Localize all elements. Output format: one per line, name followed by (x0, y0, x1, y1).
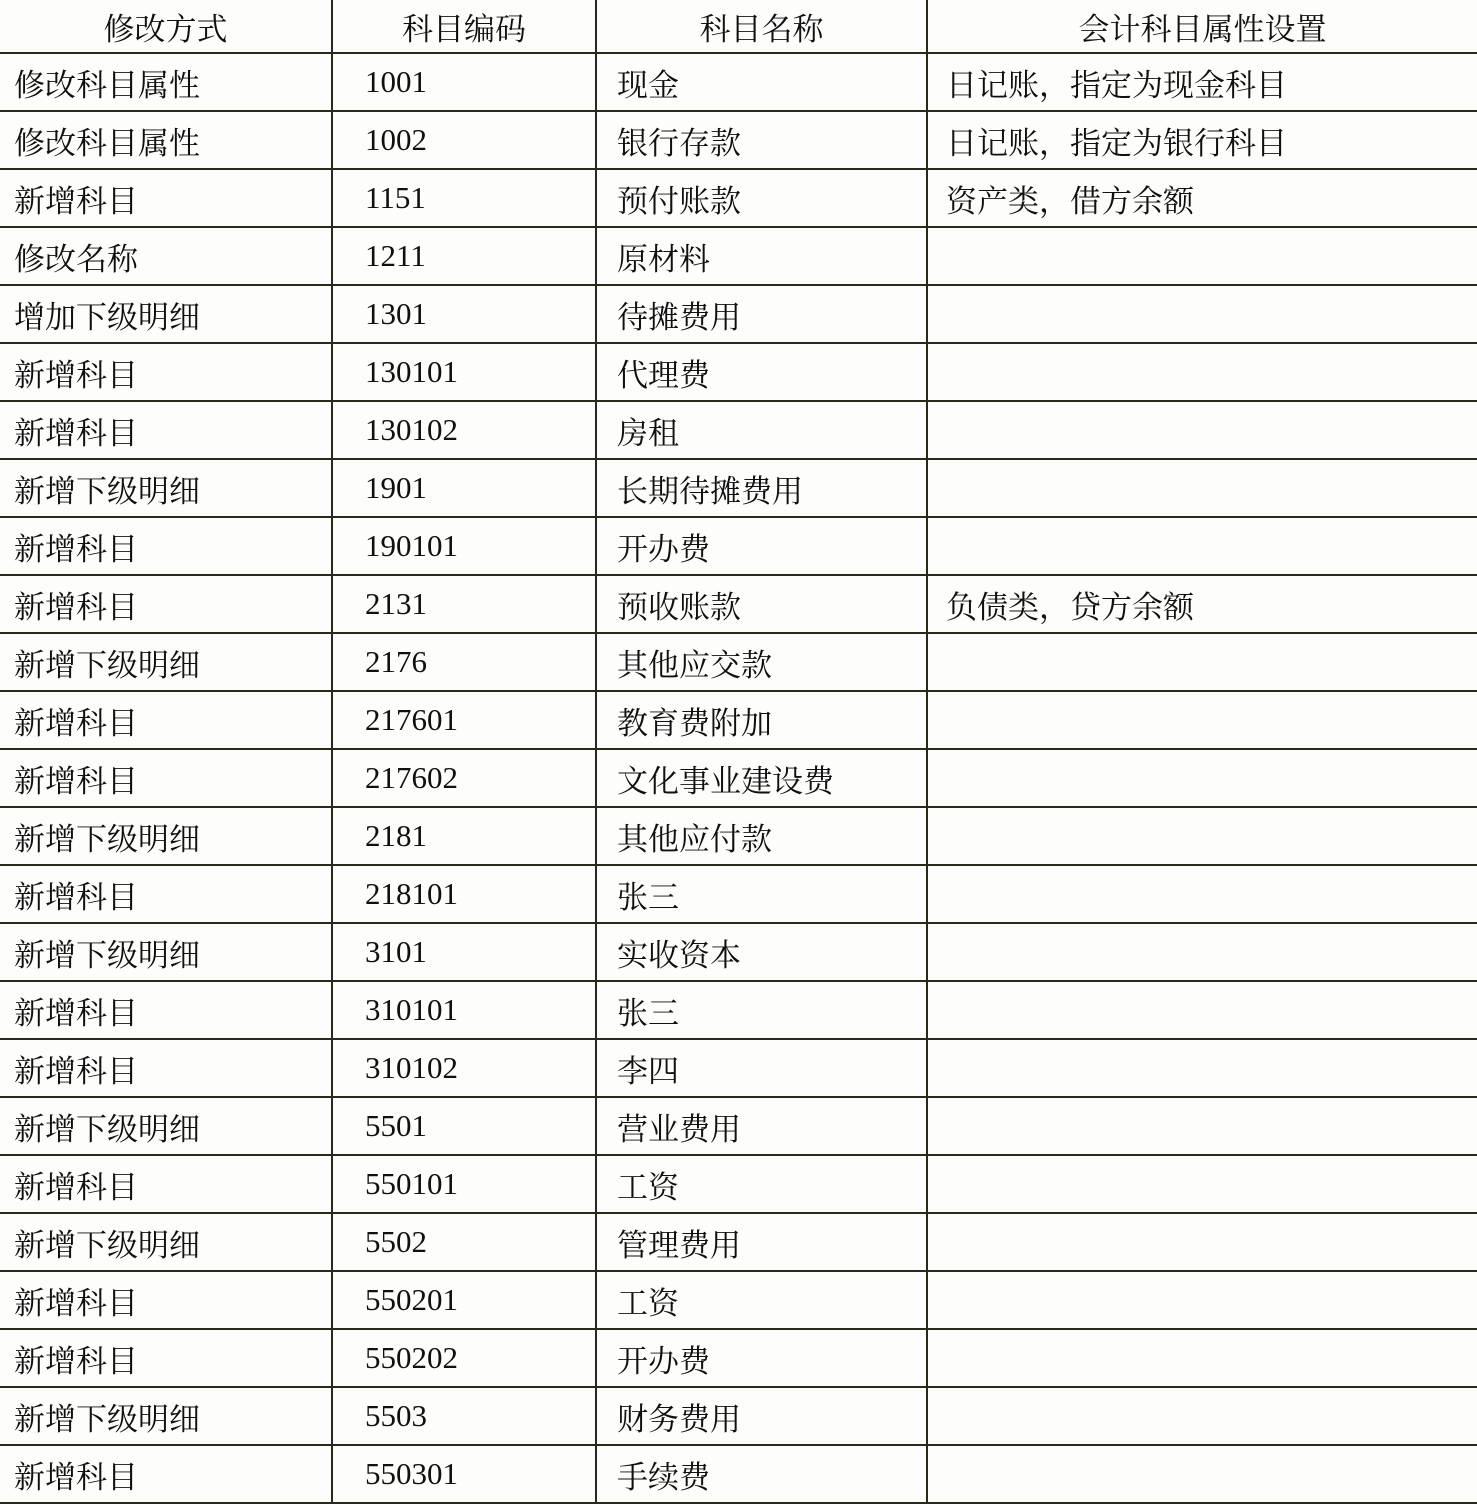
table-cell: 新增科目 (0, 981, 332, 1039)
table-row (0, 53, 1477, 111)
table-cell: 现金 (596, 53, 927, 111)
table-cell: 开办费 (596, 517, 927, 575)
table-cell (927, 749, 1477, 807)
table-cell (927, 981, 1477, 1039)
table-cell: 修改名称 (0, 227, 332, 285)
table-cell: 李四 (596, 1039, 927, 1097)
table-row (0, 865, 1477, 923)
table-cell: 代理费 (596, 343, 927, 401)
table-cell: 新增科目 (0, 749, 332, 807)
table-cell: 张三 (596, 865, 927, 923)
table-row (0, 1387, 1477, 1445)
table-row (0, 517, 1477, 575)
table-cell (927, 691, 1477, 749)
table-row (0, 285, 1477, 343)
table-cell: 工资 (596, 1271, 927, 1329)
table-cell (927, 865, 1477, 923)
table-cell (927, 1387, 1477, 1445)
table-cell: 修改科目属性 (0, 111, 332, 169)
table-cell: 550301 (332, 1445, 596, 1503)
table-cell: 其他应付款 (596, 807, 927, 865)
table-cell: 310102 (332, 1039, 596, 1097)
table-cell (927, 1097, 1477, 1155)
table-cell: 资产类，借方余额 (927, 169, 1477, 227)
table-row (0, 169, 1477, 227)
table-cell: 新增下级明细 (0, 1213, 332, 1271)
table-cell: 550101 (332, 1155, 596, 1213)
table-cell: 190101 (332, 517, 596, 575)
table-cell: 310101 (332, 981, 596, 1039)
table-cell: 1211 (332, 227, 596, 285)
table-cell (927, 1445, 1477, 1503)
column-header-subject-name: 科目名称 (596, 0, 927, 53)
table-cell: 日记账，指定为现金科目 (927, 53, 1477, 111)
table-cell: 新增科目 (0, 691, 332, 749)
table-row (0, 575, 1477, 633)
table-row (0, 111, 1477, 169)
table-row (0, 807, 1477, 865)
table-cell (927, 517, 1477, 575)
table-cell: 218101 (332, 865, 596, 923)
table-row (0, 923, 1477, 981)
table-body (0, 53, 1477, 1503)
table-row (0, 1039, 1477, 1097)
table-row (0, 343, 1477, 401)
table-row (0, 1445, 1477, 1503)
table-cell (927, 343, 1477, 401)
table-cell (927, 285, 1477, 343)
table-cell: 文化事业建设费 (596, 749, 927, 807)
table-cell: 负债类，贷方余额 (927, 575, 1477, 633)
table-cell: 其他应交款 (596, 633, 927, 691)
table-cell: 新增科目 (0, 401, 332, 459)
table-cell: 财务费用 (596, 1387, 927, 1445)
table-cell: 2181 (332, 807, 596, 865)
table-cell: 新增科目 (0, 1039, 332, 1097)
table-cell: 5502 (332, 1213, 596, 1271)
table-row (0, 227, 1477, 285)
table-cell: 新增科目 (0, 169, 332, 227)
table-cell (927, 1213, 1477, 1271)
table-cell: 2176 (332, 633, 596, 691)
table-cell: 新增科目 (0, 1329, 332, 1387)
table-row (0, 1155, 1477, 1213)
table-cell: 管理费用 (596, 1213, 927, 1271)
table-cell: 217601 (332, 691, 596, 749)
table-cell: 新增科目 (0, 865, 332, 923)
table-cell: 实收资本 (596, 923, 927, 981)
table-cell: 550202 (332, 1329, 596, 1387)
table-cell: 开办费 (596, 1329, 927, 1387)
table-row (0, 749, 1477, 807)
table-row (0, 691, 1477, 749)
table-cell (927, 459, 1477, 517)
table-cell: 217602 (332, 749, 596, 807)
table-cell: 银行存款 (596, 111, 927, 169)
column-header-attribute-setting: 会计科目属性设置 (927, 0, 1477, 53)
table-cell: 3101 (332, 923, 596, 981)
table-cell: 130102 (332, 401, 596, 459)
table-cell: 5501 (332, 1097, 596, 1155)
table-cell (927, 227, 1477, 285)
table-cell: 增加下级明细 (0, 285, 332, 343)
table-cell (927, 1271, 1477, 1329)
table-header-row (0, 0, 1477, 53)
table-row (0, 459, 1477, 517)
table-cell (927, 1039, 1477, 1097)
table-cell: 130101 (332, 343, 596, 401)
table-cell (927, 1155, 1477, 1213)
table-cell: 1301 (332, 285, 596, 343)
table-row (0, 981, 1477, 1039)
table-cell: 修改科目属性 (0, 53, 332, 111)
table-cell: 新增下级明细 (0, 923, 332, 981)
table-cell: 工资 (596, 1155, 927, 1213)
table-cell: 1002 (332, 111, 596, 169)
table-cell: 预收账款 (596, 575, 927, 633)
table-cell: 1001 (332, 53, 596, 111)
table-cell: 新增科目 (0, 1155, 332, 1213)
table-cell (927, 923, 1477, 981)
table-cell: 新增科目 (0, 1445, 332, 1503)
table-cell: 新增科目 (0, 1271, 332, 1329)
table-row (0, 1097, 1477, 1155)
table-cell: 新增科目 (0, 575, 332, 633)
table-cell: 房租 (596, 401, 927, 459)
column-header-modify-method: 修改方式 (0, 0, 332, 53)
table-cell: 1151 (332, 169, 596, 227)
table-cell: 1901 (332, 459, 596, 517)
table-cell (927, 633, 1477, 691)
table-cell: 550201 (332, 1271, 596, 1329)
table-row (0, 1213, 1477, 1271)
table-cell (927, 1329, 1477, 1387)
table-row (0, 401, 1477, 459)
table-row (0, 1271, 1477, 1329)
table-cell: 教育费附加 (596, 691, 927, 749)
table-cell: 新增科目 (0, 343, 332, 401)
table-row (0, 1329, 1477, 1387)
table-cell: 日记账，指定为银行科目 (927, 111, 1477, 169)
table-cell: 待摊费用 (596, 285, 927, 343)
table-cell: 新增下级明细 (0, 459, 332, 517)
table-cell: 5503 (332, 1387, 596, 1445)
table-row (0, 633, 1477, 691)
table-cell: 新增下级明细 (0, 1097, 332, 1155)
table-cell: 营业费用 (596, 1097, 927, 1155)
table-cell: 原材料 (596, 227, 927, 285)
table-cell: 新增科目 (0, 517, 332, 575)
table-cell: 新增下级明细 (0, 633, 332, 691)
table-cell: 新增下级明细 (0, 1387, 332, 1445)
table-cell: 2131 (332, 575, 596, 633)
table-cell: 新增下级明细 (0, 807, 332, 865)
table-cell: 预付账款 (596, 169, 927, 227)
table-cell (927, 807, 1477, 865)
column-header-subject-code: 科目编码 (332, 0, 596, 53)
table-cell: 长期待摊费用 (596, 459, 927, 517)
table-cell: 手续费 (596, 1445, 927, 1503)
table-cell: 张三 (596, 981, 927, 1039)
table-cell (927, 401, 1477, 459)
